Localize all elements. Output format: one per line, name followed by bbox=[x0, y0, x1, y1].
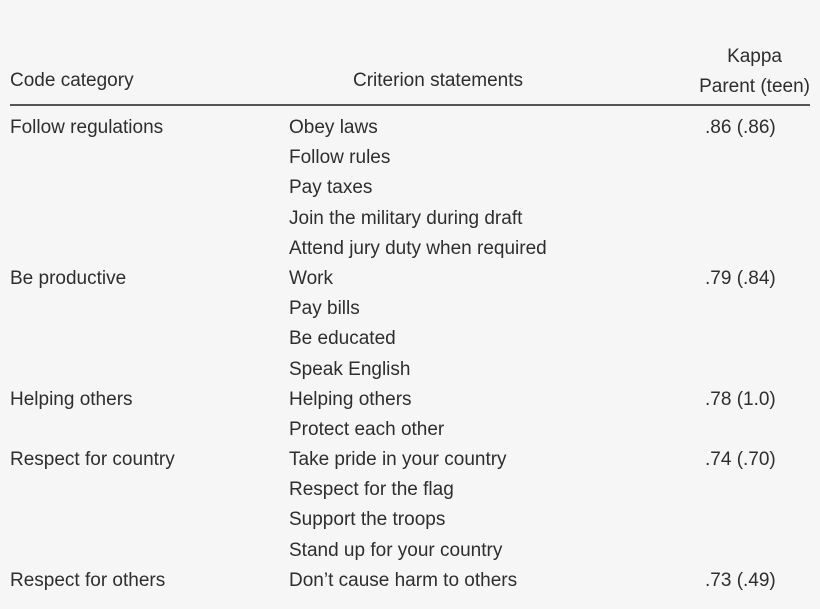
criterion-statement: Protect each other bbox=[289, 418, 445, 440]
row-line bbox=[10, 385, 810, 415]
criterion-statement: Respect for the flag bbox=[289, 479, 454, 501]
criterion-statement: Be educated bbox=[289, 328, 396, 350]
criterion-statement: Take pride in your country bbox=[289, 449, 507, 471]
criterion-statement: Stand up for your country bbox=[289, 539, 503, 561]
table-body bbox=[10, 113, 810, 596]
code-category: Helping others bbox=[10, 388, 133, 410]
criterion-statement: Support the troops bbox=[289, 509, 446, 531]
header-rule bbox=[10, 104, 810, 106]
header-kappa bbox=[699, 42, 810, 102]
code-category: Respect for others bbox=[10, 569, 166, 591]
criterion-statement: Pay bills bbox=[289, 298, 360, 320]
table-row bbox=[10, 385, 810, 445]
criterion-statement: Attend jury duty when required bbox=[289, 237, 547, 259]
table-row bbox=[10, 113, 810, 264]
kappa-value: .86 (.86) bbox=[705, 117, 776, 138]
row-line bbox=[10, 475, 810, 505]
criterion-statement: Obey laws bbox=[289, 117, 378, 138]
kappa-value: .74 (.70) bbox=[705, 449, 776, 471]
code-category: Follow regulations bbox=[10, 117, 164, 138]
row-line bbox=[10, 173, 810, 203]
table-row bbox=[10, 566, 810, 596]
kappa-value: .79 (.84) bbox=[705, 267, 776, 289]
header-criterion-statements: Criterion statements bbox=[353, 70, 524, 91]
row-line bbox=[10, 505, 810, 535]
criterion-statement: Speak English bbox=[289, 358, 411, 380]
row-line bbox=[10, 355, 810, 385]
criterion-statement: Don’t cause harm to others bbox=[289, 569, 518, 591]
criterion-statement: Pay taxes bbox=[289, 177, 373, 199]
criterion-statement: Join the military during draft bbox=[289, 207, 523, 229]
kappa-value: .78 (1.0) bbox=[705, 388, 776, 410]
row-line bbox=[10, 415, 810, 445]
row-line bbox=[10, 204, 810, 234]
table-header bbox=[10, 46, 810, 104]
row-line bbox=[10, 264, 810, 294]
code-category: Respect for country bbox=[10, 449, 175, 471]
header-code-category: Code category bbox=[10, 70, 134, 91]
row-line bbox=[10, 324, 810, 354]
criterion-statement: Helping others bbox=[289, 388, 412, 410]
table-row bbox=[10, 264, 810, 385]
row-line bbox=[10, 566, 810, 596]
row-line bbox=[10, 113, 810, 143]
kappa-value: .73 (.49) bbox=[705, 569, 776, 591]
header-kappa-label: Kappa bbox=[727, 46, 783, 67]
criterion-statement: Follow rules bbox=[289, 147, 391, 169]
table-row bbox=[10, 445, 810, 566]
criterion-statement: Work bbox=[289, 267, 333, 289]
row-line bbox=[10, 234, 810, 264]
row-line bbox=[10, 445, 810, 475]
row-line bbox=[10, 294, 810, 324]
code-category: Be productive bbox=[10, 267, 127, 289]
row-line bbox=[10, 536, 810, 566]
header-parent-teen: Parent (teen) bbox=[699, 76, 810, 97]
row-line bbox=[10, 143, 810, 173]
